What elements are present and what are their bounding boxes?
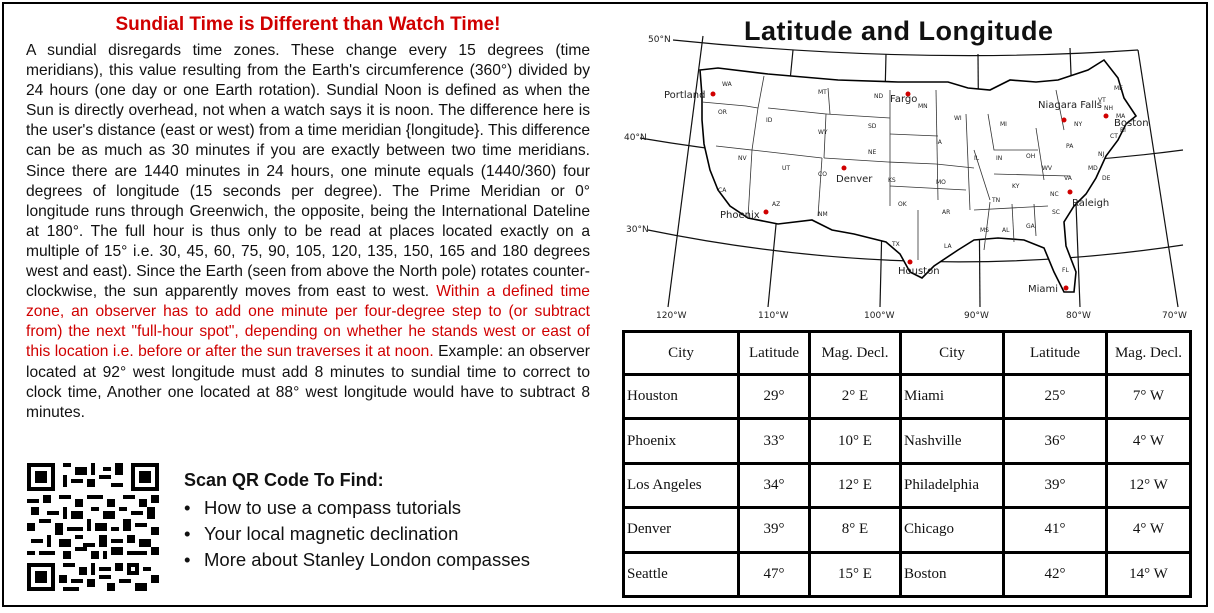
body-text-highlight: Within a defined time zone, an observer has to add one minute per four-degree step to (or subtract from) the next "full-hour spot", depending on whether he stands west or east of this location i.e. before or after the sun traverses it at noon.: [26, 283, 590, 361]
svg-text:50°N: 50°N: [648, 35, 671, 45]
svg-text:TN: TN: [992, 197, 1001, 204]
scan-list-item: • Your local magnetic declination: [184, 521, 530, 547]
svg-text:120°W: 120°W: [656, 311, 687, 321]
svg-text:VT: VT: [1098, 97, 1106, 104]
col-header-mag-decl: Mag. Decl.: [1107, 332, 1191, 375]
svg-text:40°N: 40°N: [624, 133, 647, 143]
svg-text:FL: FL: [1062, 267, 1069, 274]
svg-text:UT: UT: [782, 165, 791, 172]
svg-text:OR: OR: [718, 109, 727, 116]
svg-text:AL: AL: [1002, 227, 1010, 234]
svg-text:NE: NE: [868, 149, 877, 156]
svg-text:Portland: Portland: [664, 90, 706, 101]
svg-text:PA: PA: [1066, 143, 1074, 150]
svg-text:VA: VA: [1064, 175, 1072, 182]
body-text-2: Example: an observer located at 92° west longitude must add 8 minutes to sundial time to correct to clock time, Another one located at 88° west longitude would have to subtract 8 minutes.: [26, 343, 590, 421]
svg-text:Niagara Falls: Niagara Falls: [1038, 100, 1103, 111]
svg-text:DE: DE: [1102, 175, 1111, 182]
scan-qr-block: [184, 470, 530, 573]
svg-text:CT: CT: [1110, 133, 1118, 140]
svg-text:110°W: 110°W: [758, 311, 789, 321]
svg-text:RI: RI: [1120, 127, 1126, 134]
longitude-labels: [656, 311, 1187, 321]
scan-list-item: • How to use a compass tutorials: [184, 495, 530, 521]
svg-text:SC: SC: [1052, 209, 1060, 216]
col-header-city: City: [901, 332, 1004, 375]
bullet-icon: •: [184, 549, 191, 570]
svg-text:90°W: 90°W: [964, 311, 989, 321]
qr-code-icon[interactable]: [27, 463, 159, 591]
svg-text:NC: NC: [1050, 191, 1059, 198]
us-map: [618, 10, 1198, 322]
svg-text:MN: MN: [918, 103, 928, 110]
svg-text:NH: NH: [1104, 105, 1113, 112]
svg-text:NJ: NJ: [1098, 151, 1105, 158]
scan-list-item: • More about Stanley London compasses: [184, 547, 530, 573]
svg-text:LA: LA: [944, 243, 952, 250]
longitude-line-120: [668, 36, 703, 307]
svg-text:MO: MO: [936, 179, 946, 186]
bullet-icon: •: [184, 523, 191, 544]
svg-text:MI: MI: [1000, 121, 1007, 128]
svg-text:GA: GA: [1026, 223, 1035, 230]
table-row: Los Angeles 34° 12° E Philadelphia 39° 12° W: [624, 463, 1191, 507]
col-header-city: City: [624, 332, 739, 375]
svg-text:KY: KY: [1012, 183, 1020, 190]
scan-heading: Scan QR Code To Find:: [184, 470, 384, 490]
col-header-mag-decl: Mag. Decl.: [810, 332, 901, 375]
svg-text:80°W: 80°W: [1066, 311, 1091, 321]
svg-text:Raleigh: Raleigh: [1072, 198, 1110, 209]
page-title: Sundial Time is Different than Watch Time!: [115, 14, 501, 35]
svg-text:ND: ND: [874, 93, 884, 100]
svg-text:30°N: 30°N: [626, 225, 649, 235]
svg-text:100°W: 100°W: [864, 311, 895, 321]
table-row: Seattle 47° 15° E Boston 42° 14° W: [624, 552, 1191, 596]
svg-text:CA: CA: [718, 187, 727, 194]
svg-text:OK: OK: [898, 201, 907, 208]
svg-text:Houston: Houston: [898, 266, 940, 277]
us-map-panel: [618, 10, 1198, 322]
longitude-line-70: [1138, 50, 1178, 307]
svg-text:NV: NV: [738, 155, 747, 162]
svg-text:ID: ID: [766, 117, 773, 124]
svg-text:Boston: Boston: [1114, 118, 1149, 129]
body-text-1: A sundial disregards time zones. These change every 15 degrees (time meridians), this value resulting from the Earth's circumference (360°) divided by 24 hours (one day or one Earth rotation). Sundial Noon is defined as when the Sun is directly overhead, not when a watch says it is noon. The difference here is the user's distance (east or west) from a time meridian {longitude}. This difference can be as much as 30 minutes if you are exactly between two time meridians. Since there are 1440 minutes in 24 hours, one minute equals (1440/360) four degrees of longitude (15 seconds per degree). The Prime Meridian or 0° longitude runs through Greenwich, the opposite, being the International Dateline at 180°. The full hour is thus only to be read at places located exactly on a multiple of 15° i.e. 30, 45, 60, 75, 90, 105, 120, 135, 150, 165 and 180 degrees west and east). Since the Earth (seen from above the North pole) rotates counter-clockwise, the sun apparently moves from east to west.: [26, 42, 590, 301]
svg-text:MT: MT: [818, 89, 827, 96]
latitude-line-50: [673, 40, 1138, 56]
svg-text:Fargo: Fargo: [890, 94, 918, 105]
col-header-latitude: Latitude: [739, 332, 810, 375]
svg-text:WI: WI: [954, 115, 962, 122]
svg-text:TX: TX: [892, 241, 900, 248]
bullet-icon: •: [184, 497, 191, 518]
text-column: [26, 14, 590, 423]
svg-text:CO: CO: [818, 171, 827, 178]
svg-text:MA: MA: [1116, 113, 1126, 120]
svg-text:AZ: AZ: [772, 201, 781, 208]
table-row: Houston 29° 2° E Miami 25° 7° W: [624, 375, 1191, 419]
table-header-row: [624, 332, 1191, 375]
latitude-labels: [624, 35, 671, 235]
svg-text:IN: IN: [996, 155, 1003, 162]
svg-text:MS: MS: [980, 227, 989, 234]
col-header-latitude: Latitude: [1004, 332, 1107, 375]
svg-text:ME: ME: [1114, 85, 1123, 92]
svg-text:WY: WY: [818, 129, 828, 136]
svg-text:WV: WV: [1042, 165, 1053, 172]
svg-text:Denver: Denver: [836, 174, 873, 185]
svg-text:NM: NM: [818, 211, 828, 218]
table-row: Denver 39° 8° E Chicago 41° 4° W: [624, 508, 1191, 552]
svg-text:AR: AR: [942, 209, 951, 216]
svg-text:NY: NY: [1074, 121, 1083, 128]
svg-text:Phoenix: Phoenix: [720, 210, 760, 221]
table-row: Phoenix 33° 10° E Nashville 36° 4° W: [624, 419, 1191, 463]
svg-text:70°W: 70°W: [1162, 311, 1187, 321]
declination-table: [622, 330, 1192, 598]
scan-list: [184, 495, 530, 573]
svg-text:WA: WA: [722, 81, 732, 88]
body-paragraph: [26, 41, 590, 423]
svg-text:SD: SD: [868, 123, 877, 130]
svg-text:IL: IL: [974, 155, 980, 162]
map-title: Latitude and Longitude: [744, 16, 1054, 46]
svg-text:Miami: Miami: [1028, 284, 1059, 295]
svg-text:MD: MD: [1088, 165, 1098, 172]
svg-text:KS: KS: [888, 177, 896, 184]
svg-text:IA: IA: [936, 139, 942, 146]
svg-text:OH: OH: [1026, 153, 1036, 160]
